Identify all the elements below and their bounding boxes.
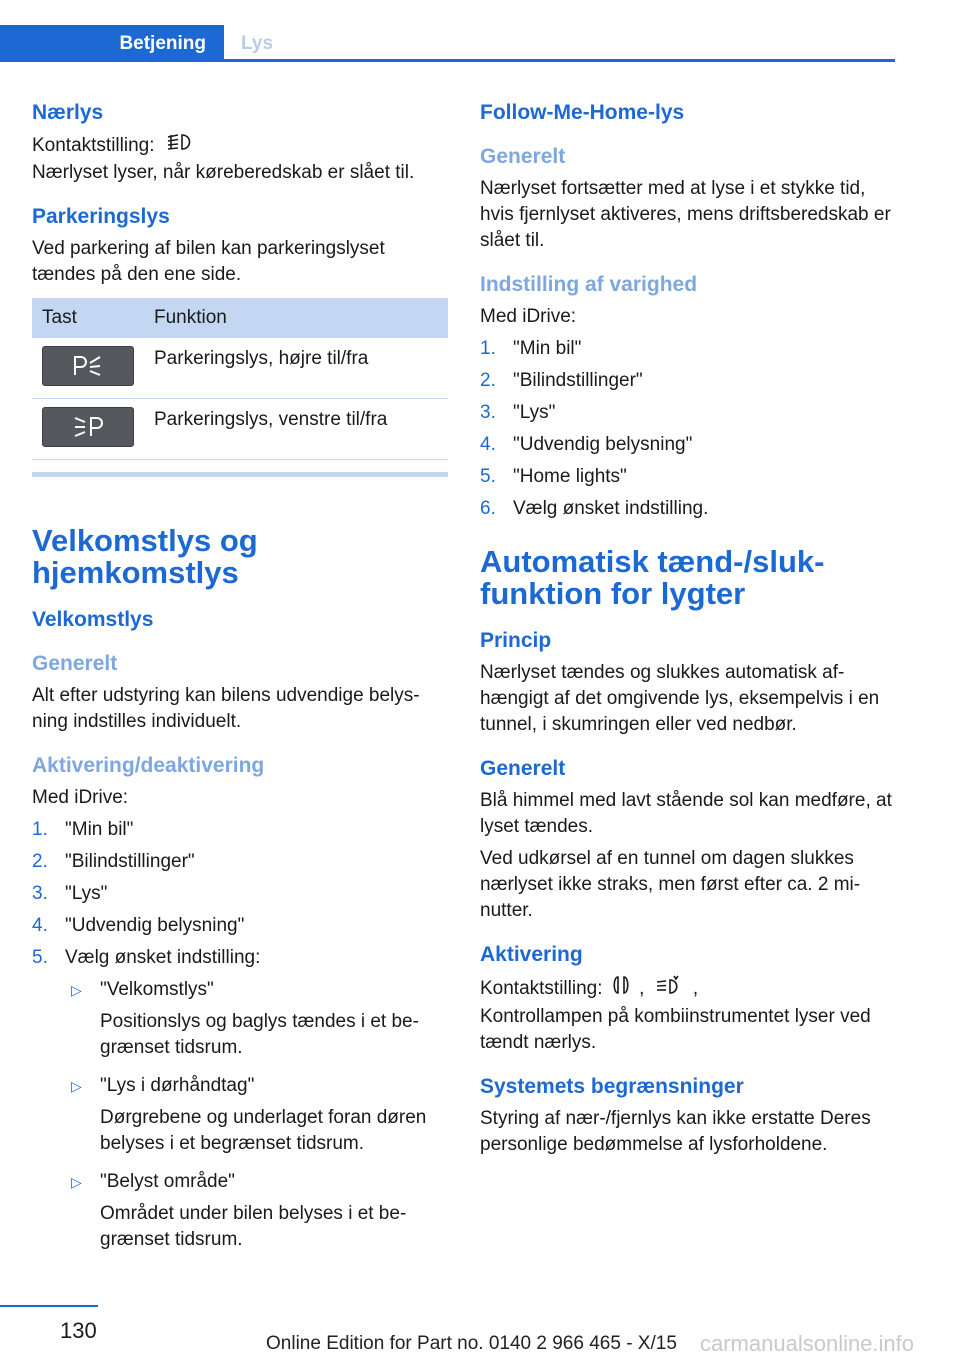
kontakt-line <box>32 132 450 160</box>
list-item: 5. Vælg ønsket indstilling: ▷ "Velkomstlys" Positionslys og baglys tændes i et be-grænset tidsrum. ▷ "Lys i dørhåndtag" Dørgrebene og underlaget foran døren belyses i et begrænset tidsrum. ▷ "Belyst område" Området under bilen belyses i et be-grænset tidsrum. <box>32 945 450 1253</box>
generelt2-para-2: Ved udkørsel af en tunnel om dagen slukkes nærlyset ikke straks, men først efter ca. 2 mi-nutter. <box>480 848 861 921</box>
list-item: 1. "Min bil" <box>32 819 134 840</box>
bullet-triangle-icon: ▷ <box>71 982 82 998</box>
option-list <box>65 977 450 1253</box>
heading-generelt: Generelt <box>32 652 118 675</box>
list-item: 3. "Lys" <box>32 883 108 904</box>
section-tab-betjening: Betjening <box>0 25 224 62</box>
list-item: 2. "Bilindstillinger" <box>480 370 643 391</box>
kontakt-line: Kontaktstilling: , , <box>480 974 900 1004</box>
parking-light-right-icon <box>42 346 134 386</box>
left-column <box>32 100 450 1265</box>
header-rule <box>0 59 895 62</box>
system-text: Styring af nær-/fjernlys kan ikke erstatte Deres personlige bedømmelse af lysforholdene. <box>480 1108 871 1155</box>
generelt-text: Alt efter udstyring kan bilens udvendige belys-ning indstilles individuelt. <box>32 685 420 732</box>
section-tab-lys: Lys <box>241 33 274 54</box>
list-item: 4. "Udvendig belysning" <box>32 915 245 936</box>
heading-velkomstlys: Velkomstlys <box>32 608 154 631</box>
table-header-funktion: Funktion <box>144 298 448 338</box>
list-item: 2. "Bilindstillinger" <box>32 851 195 872</box>
list-item: 5. "Home lights" <box>480 466 627 487</box>
heading-follow-me-home: Follow-Me-Home-lys <box>480 101 685 124</box>
list-item: 6. Vælg ønsket indstilling. <box>480 498 709 519</box>
table-row <box>32 399 448 460</box>
low-beam-icon <box>164 132 194 160</box>
heading-parkeringslys: Parkeringslys <box>32 205 170 228</box>
generelt-text: Nærlyset fortsætter med at lyse i et stykke tid, hvis fjernlyset aktiveres, mens driftsberedskab er slået til. <box>480 178 891 251</box>
heading-princip: Princip <box>480 629 552 652</box>
princip-text: Nærlyset tændes og slukkes automatisk af-hængigt af det omgivende lys, eksempelvis i en tunnel, i skumringen eller ved nedbør. <box>480 662 880 735</box>
watermark: carmanualsonline.info <box>700 1331 915 1356</box>
idrive-label: Med iDrive: <box>480 306 577 327</box>
heading-generelt: Generelt <box>480 145 566 168</box>
heading-indstilling-varighed: Indstilling af varighed <box>480 273 698 296</box>
table-header-tast: Tast <box>32 298 144 338</box>
list-item: ▷ "Belyst område" Området under bilen belyses i et be-grænset tidsrum. <box>71 1171 407 1250</box>
list-item: 1. "Min bil" <box>480 338 582 359</box>
parking-light-table <box>32 298 448 460</box>
step-list <box>480 336 900 522</box>
list-item: 3. "Lys" <box>480 402 556 423</box>
heading-generelt-2: Generelt <box>480 757 566 780</box>
table-cell-funktion: Parkeringslys, venstre til/fra <box>144 399 448 460</box>
footer-rule <box>0 1305 98 1307</box>
heading-systemets-begraensninger: Systemets begrænsninger <box>480 1075 744 1098</box>
parking-light-left-icon <box>42 407 134 447</box>
heading-automatisk-lygter: Automatisk tænd-/sluk-funktion for lygter <box>480 544 825 611</box>
table-cell-funktion: Parkeringslys, højre til/fra <box>144 338 448 399</box>
page-number: 130 <box>60 1318 97 1343</box>
heading-naerlys: Nærlys <box>32 101 104 124</box>
heading-velkomst-hjemkomst: Velkomstlys og hjemkomstlys <box>32 523 258 590</box>
parkering-text: Ved parkering af bilen kan parkeringslyset tændes på den ene side. <box>32 238 385 285</box>
bullet-triangle-icon: ▷ <box>71 1174 82 1190</box>
position-light-icon <box>612 974 630 1004</box>
step-list <box>32 817 450 1253</box>
page-header <box>0 25 895 62</box>
table-row <box>32 338 448 399</box>
idrive-label: Med iDrive: <box>32 787 129 808</box>
list-item: 4. "Udvendig belysning" <box>480 434 693 455</box>
list-item: ▷ "Velkomstlys" Positionslys og baglys tændes i et be-grænset tidsrum. <box>71 979 419 1058</box>
edition-note: Online Edition for Part no. 0140 2 966 465 - X/15 <box>266 1333 677 1354</box>
kontakt-label: Kontaktstilling: <box>32 135 155 157</box>
heading-aktivering: Aktivering <box>480 943 583 966</box>
right-column <box>480 100 900 1158</box>
auto-light-icon <box>654 974 684 1004</box>
list-item: ▷ "Lys i dørhåndtag" Dørgrebene og underlaget foran døren belyses i et begrænset tidsrum. <box>71 1075 427 1154</box>
kontrollampe-text: Kontrollampen på kombiinstrumentet lyser ved tændt nærlys. <box>480 1006 871 1053</box>
generelt2-para-1: Blå himmel med lavt stående sol kan medføre, at lyset tændes. <box>480 790 892 837</box>
kontakt-label: Kontaktstilling: <box>480 978 603 1000</box>
heading-aktivering-deaktivering: Aktivering/deaktivering <box>32 754 265 777</box>
naerlys-text: Nærlyset lyser, når køreberedskab er slået til. <box>32 162 415 183</box>
bullet-triangle-icon: ▷ <box>71 1078 82 1094</box>
